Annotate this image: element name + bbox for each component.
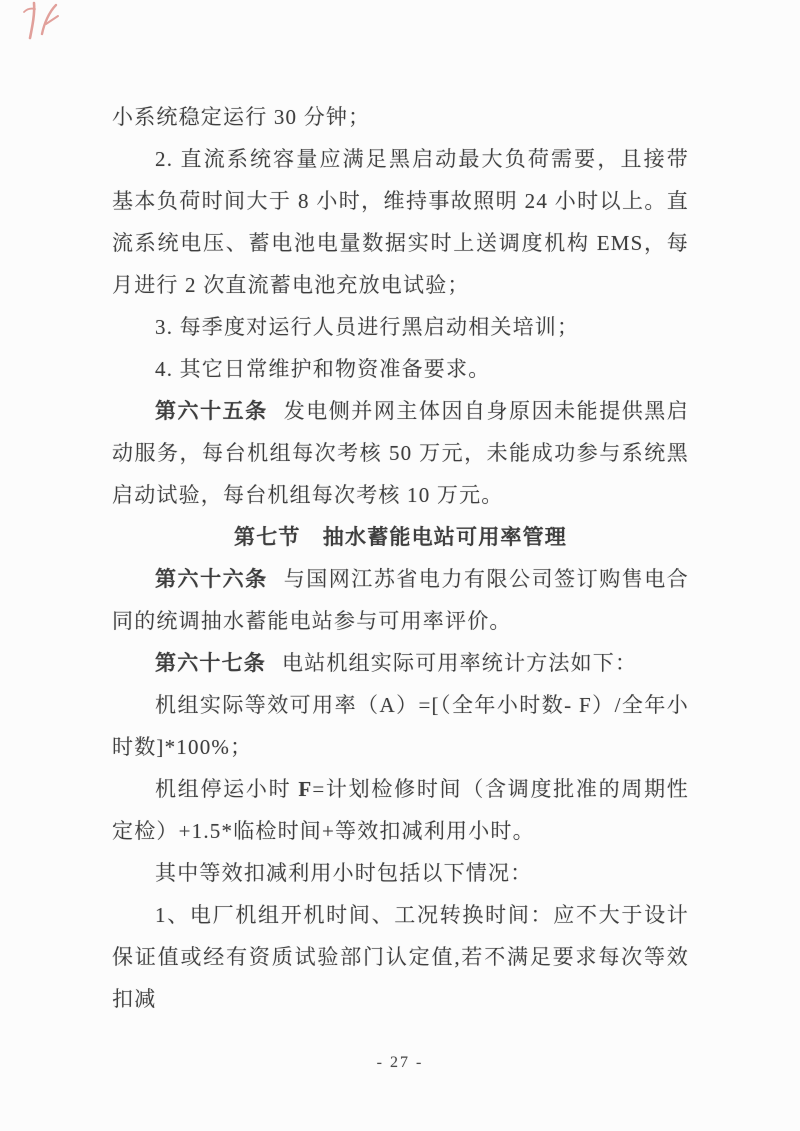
article-number-bold: 第六十六条 [155,567,268,591]
paragraph-item-4 [112,348,689,390]
paragraph-article-67 [112,642,689,684]
document-body [112,96,689,1020]
paragraph-text: 2. 直流系统容量应满足黑启动最大负荷需要，且接带基本负荷时间大于 8 小时，维持事故照明 24 小时以上。直流系统电压、蓄电池电量数据实时上送调度机构 EMS，每月进行 2 次直流蓄电池充放电试验； [112,147,689,297]
page-number: - 27 - [376,1054,424,1071]
paragraph-text: 1、电厂机组开机时间、工况转换时间：应不大于设计保证值或经有资质试验部门认定值,若不满足要求每次等效扣减 [112,903,689,1011]
paragraph-formula-availability [112,684,689,768]
paragraph-text: 小系统稳定运行 30 分钟； [112,105,371,129]
paragraph-article-66 [112,558,689,642]
paragraph-deduction-intro [112,852,689,894]
paragraph-text: 4. 其它日常维护和物资准备要求。 [155,357,491,381]
paragraph-continuation [112,96,689,138]
paragraph-text: 机组实际等效可用率（A）=[（全年小时数- F）/全年小时数]*100%； [112,693,689,759]
paragraph-item-2 [112,138,689,306]
paragraph-text: 与国网江苏省电力有限公司签订购售电合同的统调抽水蓄能电站参与可用率评价。 [112,567,689,633]
paragraph-article-65 [112,390,689,516]
paragraph-formula-outage-hours [112,768,689,852]
section-heading: 第七节 抽水蓄能电站可用率管理 [234,525,567,549]
red-ink-mark-icon [18,0,68,46]
variable-f-bold: F [298,777,313,801]
paragraph-text: 电站机组实际可用率统计方法如下： [282,651,638,675]
article-number-bold: 第六十七条 [155,651,266,675]
paragraph-text: 其中等效扣减利用小时包括以下情况： [155,861,533,885]
paragraph-text: 发电侧并网主体因自身原因未能提供黑启动服务，每台机组每次考核 50 万元，未能成功参与系统黑启动试验，每台机组每次考核 10 万元。 [112,399,689,507]
paragraph-text: 机组停运小时 [155,777,299,801]
paragraph-text: 3. 每季度对运行人员进行黑启动相关培训； [155,315,580,339]
paragraph-deduction-case-1 [112,894,689,1020]
article-number-bold: 第六十五条 [155,399,268,423]
paragraph-item-3 [112,306,689,348]
paragraph-text: =计划检修时间（含调度批准的周期性定检）+1.5*临检时间+等效扣减利用小时。 [112,777,689,843]
